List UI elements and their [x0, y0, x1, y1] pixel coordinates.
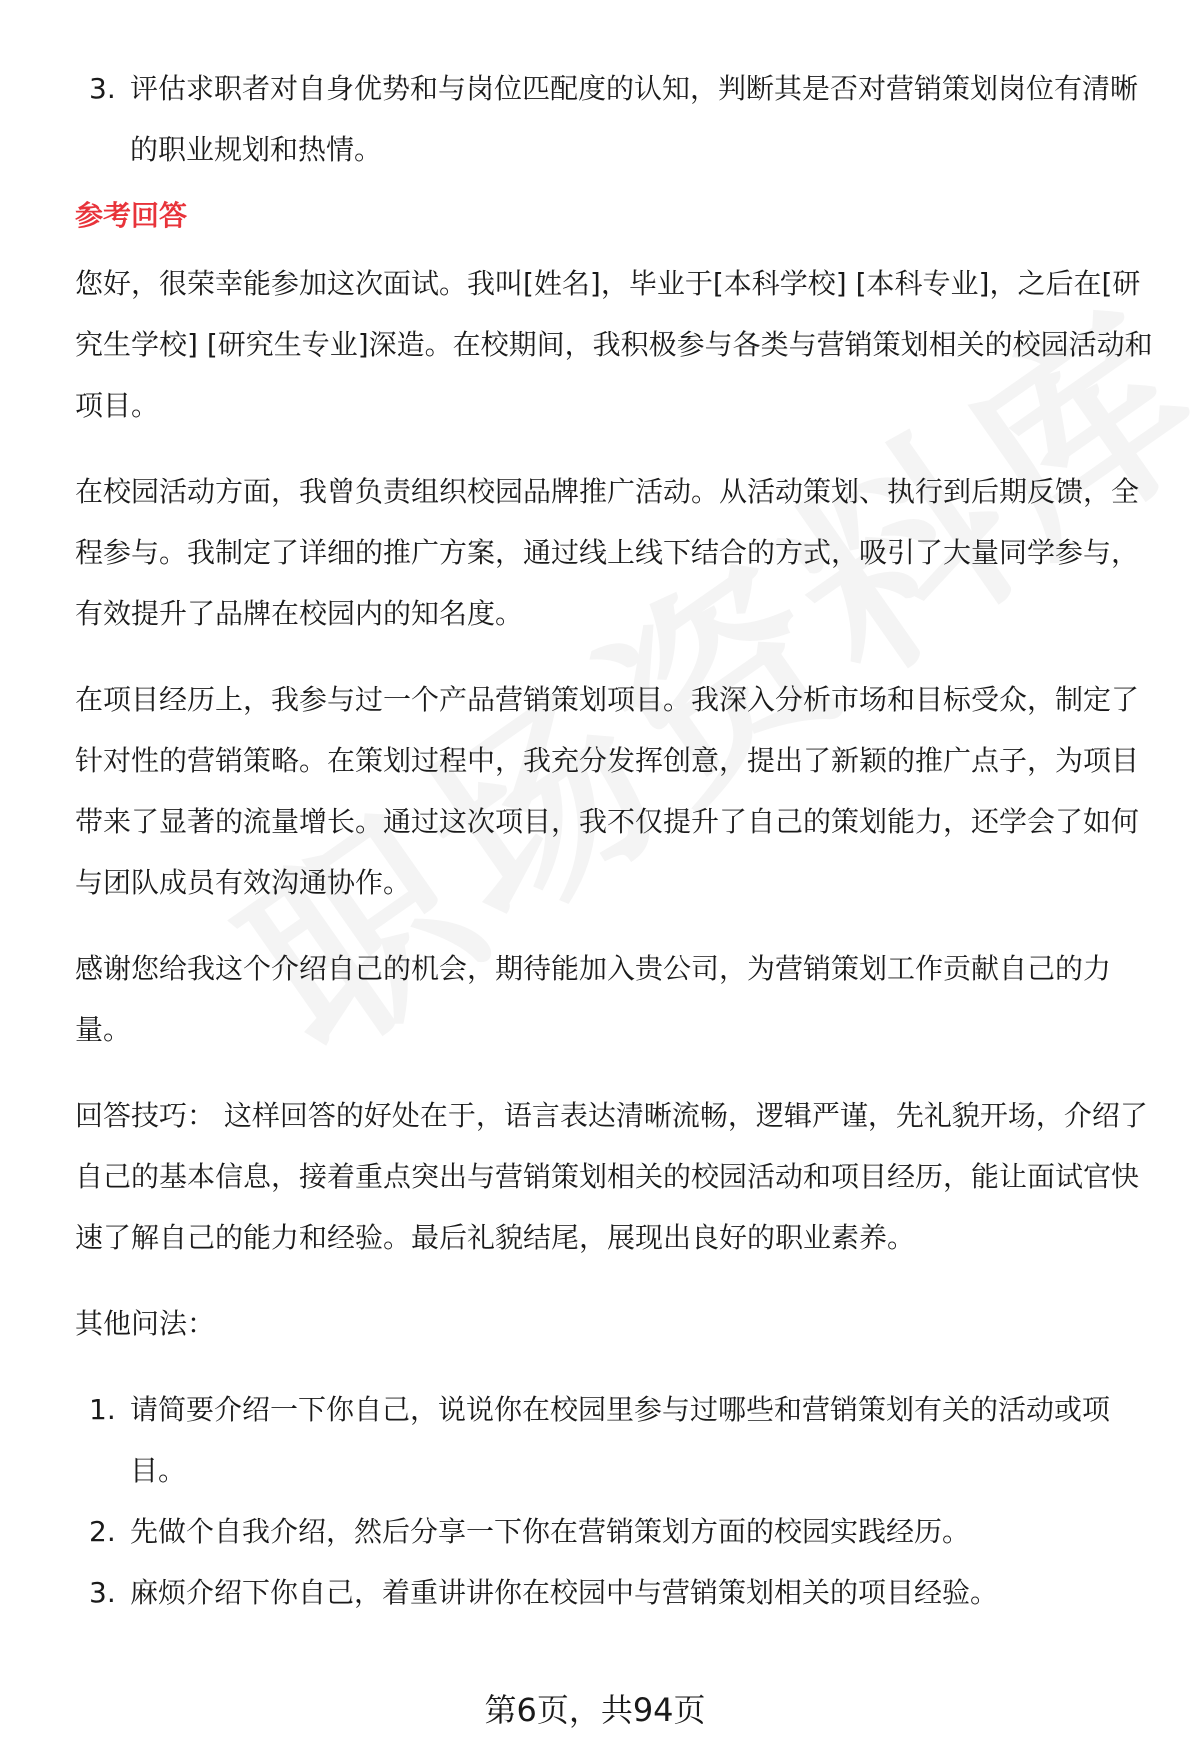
list-item-text: 先做个自我介绍，然后分享一下你在营销策划方面的校园实践经历。 [130, 1515, 971, 1548]
list-number: 2. [89, 1515, 116, 1548]
list-item [75, 1562, 1165, 1623]
list-item [75, 1501, 1165, 1562]
list-item [75, 1379, 1165, 1501]
list-item [75, 58, 1165, 180]
page-number-footer: 第6页，共94页 [484, 1691, 706, 1729]
reference-answer-heading: 参考回答 [75, 199, 188, 232]
page-content [75, 58, 1165, 1623]
list-item-text: 请简要介绍一下你自己，说说你在校园里参与过哪些和营销策划有关的活动或项目。 [130, 1393, 1111, 1487]
list-number: 3. [89, 72, 116, 105]
other-questions-list [75, 1379, 1165, 1623]
answer-paragraph-intro: 您好，很荣幸能参加这次面试。我叫[姓名]，毕业于[本科学校] [本科专业]，之后在[研究生学校] [研究生专业]深造。在校期间，我积极参与各类与营销策划相关的校园活动和项目。 [75, 267, 1153, 422]
list-item-text: 麻烦介绍下你自己，着重讲讲你在校园中与营销策划相关的项目经验。 [130, 1576, 999, 1609]
list-item-text: 评估求职者对自身优势和与岗位匹配度的认知，判断其是否对营销策划岗位有清晰的职业规划和热情。 [130, 72, 1139, 166]
answer-paragraph-closing: 感谢您给我这个介绍自己的机会，期待能加入贵公司，为营销策划工作贡献自己的力量。 [75, 952, 1112, 1046]
top-list [75, 58, 1165, 180]
other-questions-label: 其他问法： [75, 1307, 216, 1340]
answer-paragraph-campus: 在校园活动方面，我曾负责组织校园品牌推广活动。从活动策划、执行到后期反馈，全程参与。我制定了详细的推广方案，通过线上线下结合的方式，吸引了大量同学参与，有效提升了品牌在校园内的知名度。 [75, 475, 1140, 630]
list-number: 1. [89, 1393, 116, 1426]
answer-paragraph-project: 在项目经历上，我参与过一个产品营销策划项目。我深入分析市场和目标受众，制定了针对性的营销策略。在策划过程中，我充分发挥创意，提出了新颖的推广点子，为项目带来了显著的流量增长。通过这次项目，我不仅提升了自己的策划能力，还学会了如何与团队成员有效沟通协作。 [75, 683, 1140, 899]
answer-tips: 回答技巧： 这样回答的好处在于，语言表达清晰流畅，逻辑严谨，先礼貌开场，介绍了自己的基本信息，接着重点突出与营销策划相关的校园活动和项目经历，能让面试官快速了解自己的能力和经验。最后礼貌结尾，展现出良好的职业素养。 [75, 1099, 1148, 1254]
list-number: 3. [89, 1576, 116, 1609]
